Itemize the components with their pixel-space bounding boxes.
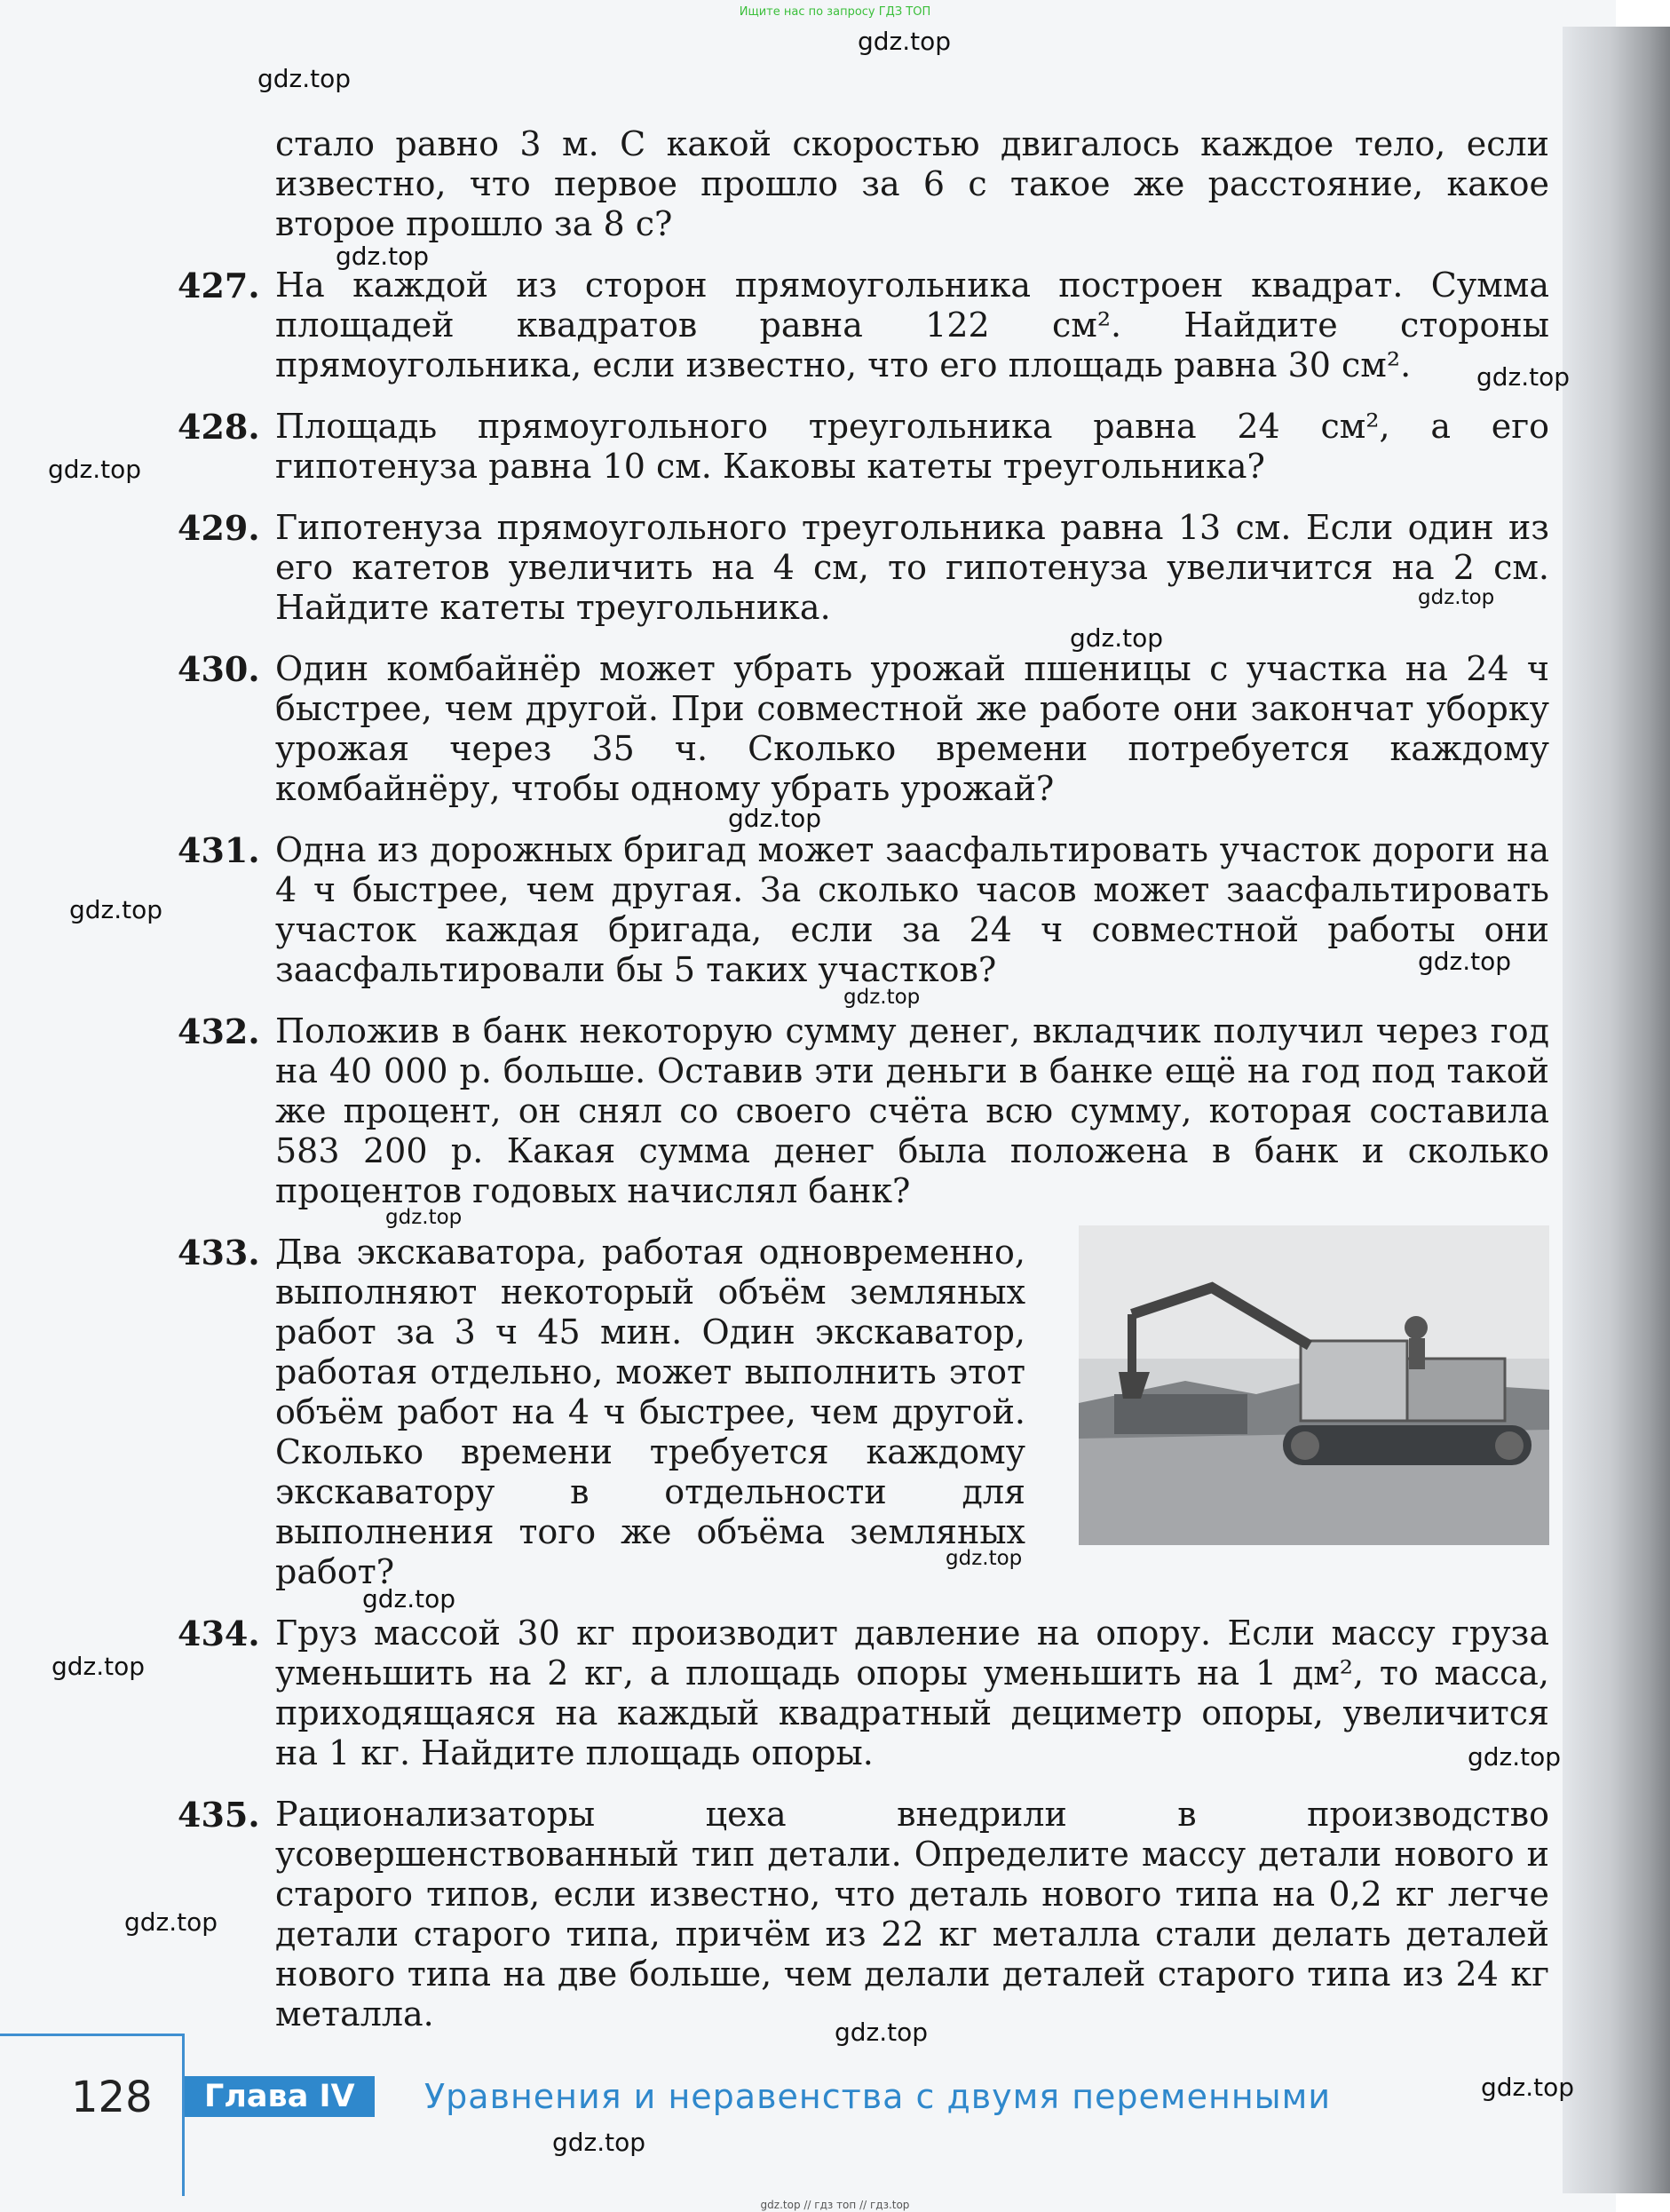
- problem-429: [178, 508, 1549, 628]
- watermark: gdz.top: [1476, 362, 1571, 392]
- chapter-badge: Глава IV: [185, 2076, 375, 2117]
- page-gutter-shadow: [1563, 27, 1670, 2193]
- problem-text: Одна из дорожных бригад может заасфальтировать участок дороги на 4 ч быстрее, чем другая. За сколько часов может заасфальтировать участок каждая бригада, если за 24 ч совместной работы они заасфальтировали бы 5 таких участков?: [275, 830, 1549, 989]
- excavator-photo: [1079, 1225, 1549, 1545]
- problem-number: 432.: [178, 1011, 260, 1051]
- problem-432: [178, 1011, 1549, 1211]
- problems-section: [178, 124, 1549, 2034]
- problem-text: Положив в банк некоторую сумму денег, вкладчик получил через год на 40 000 р. больше. Оставив эти деньги в банке ещё на год под такой же процент, он снял со своего счёта всю сумму, которая составила 583 200 р. Какая сумма денег была положена в банк и сколько процентов годовых начислял банк?: [275, 1011, 1549, 1210]
- watermark: gdz.top: [362, 1584, 456, 1613]
- top-banner: Ищите нас по запросу ГДЗ ТОП: [739, 5, 931, 19]
- watermark: gdz.top: [69, 895, 163, 924]
- page-number: 128: [71, 2073, 153, 2122]
- watermark: gdz.top: [124, 1907, 218, 1937]
- bottom-banner: gdz.top // гдз топ // гдз.top: [760, 2199, 910, 2211]
- problem-text: На каждой из сторон прямоугольника построен квадрат. Сумма площадей квадратов равна 122 см². Найдите стороны прямоугольника, если известно, что его площадь равна 30 см².: [275, 266, 1549, 385]
- problem-text: Площадь прямоугольного треугольника равна 24 см², а его гипотенуза равна 10 см. Каковы катеты треугольника?: [275, 407, 1549, 486]
- watermark: gdz.top: [946, 1547, 1023, 1570]
- problem-433: [178, 1233, 1549, 1592]
- problem-text: Один комбайнёр может убрать урожай пшеницы с участка на 24 ч быстрее, чем другой. При совместной же работе они закончат уборку урожая через 35 ч. Сколько времени потребуется каждому комбайнёру, чтобы одному убрать урожай?: [275, 649, 1549, 808]
- watermark: gdz.top: [51, 1652, 146, 1681]
- problem-number: 429.: [178, 508, 260, 548]
- watermark: gdz.top: [1070, 623, 1164, 653]
- problem-430: [178, 649, 1549, 809]
- watermark: gdz.top: [1418, 947, 1512, 976]
- watermark: gdz.top: [385, 1206, 463, 1229]
- problem-text: Гипотенуза прямоугольного треугольника равна 13 см. Если один из его катетов увеличить на 4 см, то гипотенуза увеличится на 2 см. Найдите катеты треугольника.: [275, 508, 1549, 627]
- problem-435: [178, 1795, 1549, 2034]
- problem-text: стало равно 3 м. С какой скоростью двигалось каждое тело, если известно, что первое прошло за 6 с такое же расстояние, какое второе прошло за 8 с?: [275, 124, 1549, 243]
- problem-text: Два экскаватора, работая одновременно, выполняют некоторый объём земляных работ за 3 ч 45 мин. Один экскаватор, работая отдельно, может выполнить этот объём работ на 4 ч быстрее, чем другой. Сколько времени требуется каждому экскаватору в отдельности для выполнения того же объёма земляных работ?: [275, 1233, 1025, 1591]
- watermark: gdz.top: [728, 804, 822, 833]
- problem-continuation: [178, 124, 1549, 244]
- problem-431: [178, 830, 1549, 990]
- problem-text: Рационализаторы цеха внедрили в производство усовершенствованный тип детали. Определите массу детали нового и старого типов, если известно, что деталь нового типа на 0,2 кг легче детали старого типа, причём из 22 кг металла стали делать деталей нового типа на две больше, чем делали деталей старого типа из 24 кг металла.: [275, 1795, 1549, 2034]
- watermark: gdz.top: [858, 27, 952, 56]
- excavator-illustration: [1079, 1225, 1549, 1545]
- problem-number: 433.: [178, 1233, 260, 1272]
- watermark: gdz.top: [1481, 2073, 1575, 2102]
- watermark: gdz.top: [843, 986, 921, 1009]
- watermark: gdz.top: [1418, 586, 1495, 609]
- problem-number: 428.: [178, 407, 260, 447]
- watermark: gdz.top: [257, 64, 352, 93]
- problem-428: [178, 407, 1549, 487]
- problem-text: Груз массой 30 кг производит давление на опору. Если массу груза уменьшить на 2 кг, а площадь опоры уменьшить на 1 дм², то масса, приходящаяся на каждый квадратный дециметр опоры, увеличится на 1 кг. Найдите площадь опоры.: [275, 1613, 1549, 1772]
- problem-427: [178, 266, 1549, 385]
- problem-number: 435.: [178, 1795, 260, 1835]
- watermark: gdz.top: [48, 455, 142, 484]
- page-footer: [0, 2034, 1563, 2202]
- problem-number: 430.: [178, 649, 260, 689]
- problem-434: [178, 1613, 1549, 1773]
- problem-number: 431.: [178, 830, 260, 870]
- watermark: gdz.top: [552, 2128, 646, 2157]
- watermark: gdz.top: [336, 242, 430, 271]
- watermark: gdz.top: [1468, 1742, 1562, 1772]
- problem-number: 427.: [178, 266, 260, 305]
- problem-number: 434.: [178, 1613, 260, 1653]
- watermark: gdz.top: [835, 2018, 929, 2047]
- problem-433-layout: [275, 1233, 1549, 1592]
- chapter-title: Уравнения и неравенства с двумя переменными: [424, 2077, 1332, 2116]
